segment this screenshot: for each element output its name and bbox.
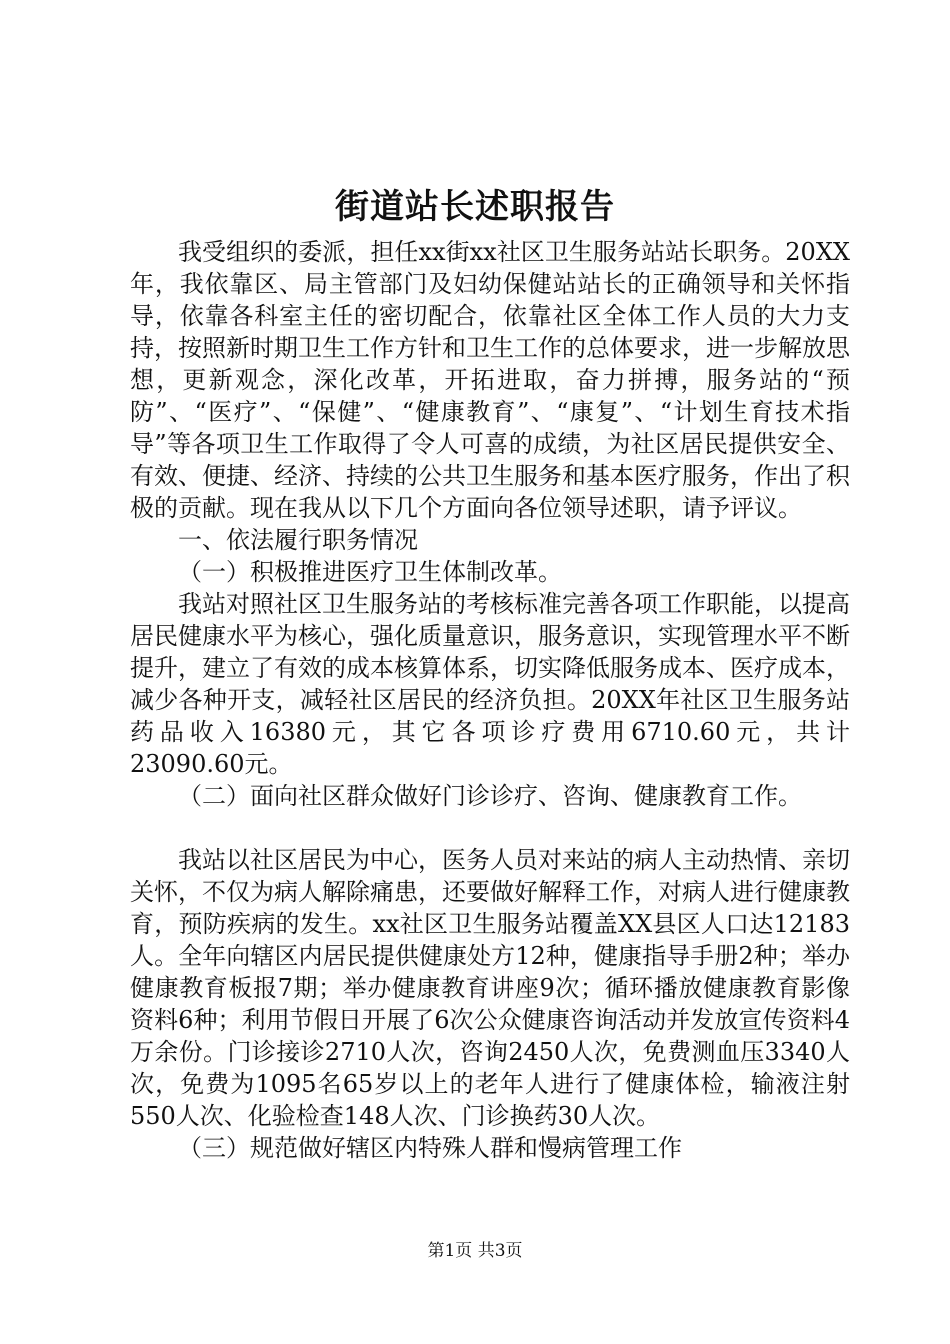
subsection-heading-1: （一）积极推进医疗卫生体制改革。 <box>178 558 562 586</box>
paragraph-gap <box>130 812 850 844</box>
intro-paragraph: 我受组织的委派，担任xx街xx社区卫生服务站站长职务。20XX年，我依靠区、局主管部门及妇幼保健站站长的正确领导和关怀指导，依靠各科室主任的密切配合，依靠社区全体工作人员的大力支持，按照新时期卫生工作方针和卫生工作的总体要求，进一步解放思想，更新观念，深化改革，开拓进取，奋力拼搏，服务站的“预防”、“医疗”、“保健”、“健康教育”、“康复”、“计划生育技术指导”等各项卫生工作取得了令人可喜的成绩，为社区居民提供安全、有效、便捷、经济、持续的公共卫生服务和基本医疗服务，作出了积极的贡献。现在我从以下几个方面向各位领导述职，请予评议。 <box>130 238 850 522</box>
paragraph-reform: 我站对照社区卫生服务站的考核标准完善各项工作职能，以提高居民健康水平为核心，强化质量意识，服务意识，实现管理水平不断提升，建立了有效的成本核算体系，切实降低服务成本、医疗成本，减少各种开支，减轻社区居民的经济负担。20XX年社区卫生服务站药品收入16380元，其它各项诊疗费用6710.60元，共计23090.60元。 <box>130 590 850 778</box>
subsection-heading-3: （三）规范做好辖区内特殊人群和慢病管理工作 <box>178 1134 682 1162</box>
document-title: 街道站长述职报告 <box>335 187 615 227</box>
document-body <box>130 236 850 1164</box>
paragraph-outpatient: 我站以社区居民为中心，医务人员对来站的病人主动热情、亲切关怀，不仅为病人解除痛患，还要做好解释工作，对病人进行健康教育，预防疾病的发生。xx社区卫生服务站覆盖XX县区人口达12183人。全年向辖区内居民提供健康处方12种，健康指导手册2种；举办健康教育板报7期；举办健康教育讲座9次；循环播放健康教育影像资料6种；利用节假日开展了6次公众健康咨询活动并发放宣传资料4万余份。门诊接诊2710人次，咨询2450人次，免费测血压3340人次，免费为1095名65岁以上的老年人进行了健康体检，输液注射550人次、化验检查148人次、门诊换药30人次。 <box>130 846 850 1130</box>
page-footer: 第1页 共3页 <box>427 1241 523 1261</box>
subsection-heading-2: （二）面向社区群众做好门诊诊疗、咨询、健康教育工作。 <box>178 782 802 810</box>
section-heading-1: 一、依法履行职务情况 <box>178 526 418 554</box>
